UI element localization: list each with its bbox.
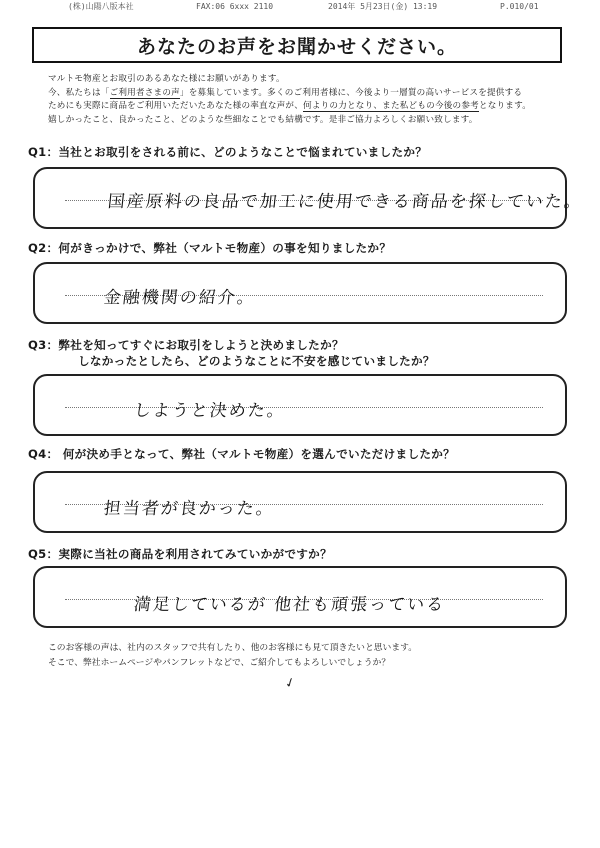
footer-text	[48, 641, 417, 671]
answer-5-text: 満足しているが 他社も頑張っている	[132, 595, 447, 615]
answer-1-text: 国産原料の良品で加工に使用できる商品を探していた。	[106, 192, 584, 212]
question-3-sub: しなかったとしたら、どのようなことに不安を感じていましたか？	[78, 354, 435, 368]
page-title: あなたのお声をお聞かせください。	[32, 27, 562, 63]
intro-text	[48, 73, 568, 127]
answer-2-text: 金融機関の紹介。	[102, 288, 257, 308]
footer-line-1: このお客様の声は、社内のスタッフで共有したり、他のお客様にも見て頂きたいと思います。	[48, 643, 418, 653]
question-4-label: Q4： 何が決め手となって、弊社（マルトモ物産）を選んでいただけましたか？	[28, 447, 456, 461]
fax-number: FAX:06 6xxx 2110	[196, 2, 274, 11]
fax-header	[0, 0, 600, 14]
answer-3-text: しようと決めた。	[132, 401, 287, 421]
answer-box-3[interactable]	[33, 374, 567, 436]
question-2-label: Q2：何がきっかけで、弊社（マルトモ物産）の事を知りましたか？	[28, 241, 392, 255]
check-mark-icon: ✓	[282, 674, 299, 693]
intro-line-4: 嬉しかったこと、良かったこと、どのような些細なことでも結構です。是非ご協力よろしくお願い致します。	[48, 114, 478, 125]
question-1-label: Q1：当社とお取引をされる前に、どのようなことで悩まれていましたか？	[28, 145, 428, 159]
footer-line-2: そこで、弊社ホームページやパンフレットなどで、ご紹介してもよろしいでしょうか？	[48, 658, 391, 668]
fax-page: P.010/01	[500, 2, 539, 11]
highlight-power: 何よりの力となり、また私どもの今後の参考	[303, 101, 479, 111]
question-5-label: Q5：実際に当社の商品を利用されてみていかがですか？	[28, 547, 332, 561]
answer-4-text: 担当者が良かった。	[102, 499, 276, 519]
fax-sender: (株)山陽八版本社	[68, 2, 134, 11]
fax-datetime: 2014年 5月23日(金) 13:19	[328, 2, 438, 11]
intro-line-1: マルトモ物産とお取引のあるあなた様にお願いがあります。	[48, 74, 285, 84]
intro-line-3: ためにも実際に商品をご利用いただいたあなた様の率直な声が、何よりの力となり、また私どもの今後の参考となります。	[48, 101, 531, 111]
intro-line-2: 今、私たちは「ご利用者さまの声」を募集しています。多くのご利用者様に、今後より一層質の高いサービスを提供する	[48, 87, 523, 98]
highlight-voice: ご利用者さまの声	[109, 87, 180, 98]
question-3-label: Q3：弊社を知ってすぐにお取引をしようと決めましたか？	[28, 338, 344, 352]
